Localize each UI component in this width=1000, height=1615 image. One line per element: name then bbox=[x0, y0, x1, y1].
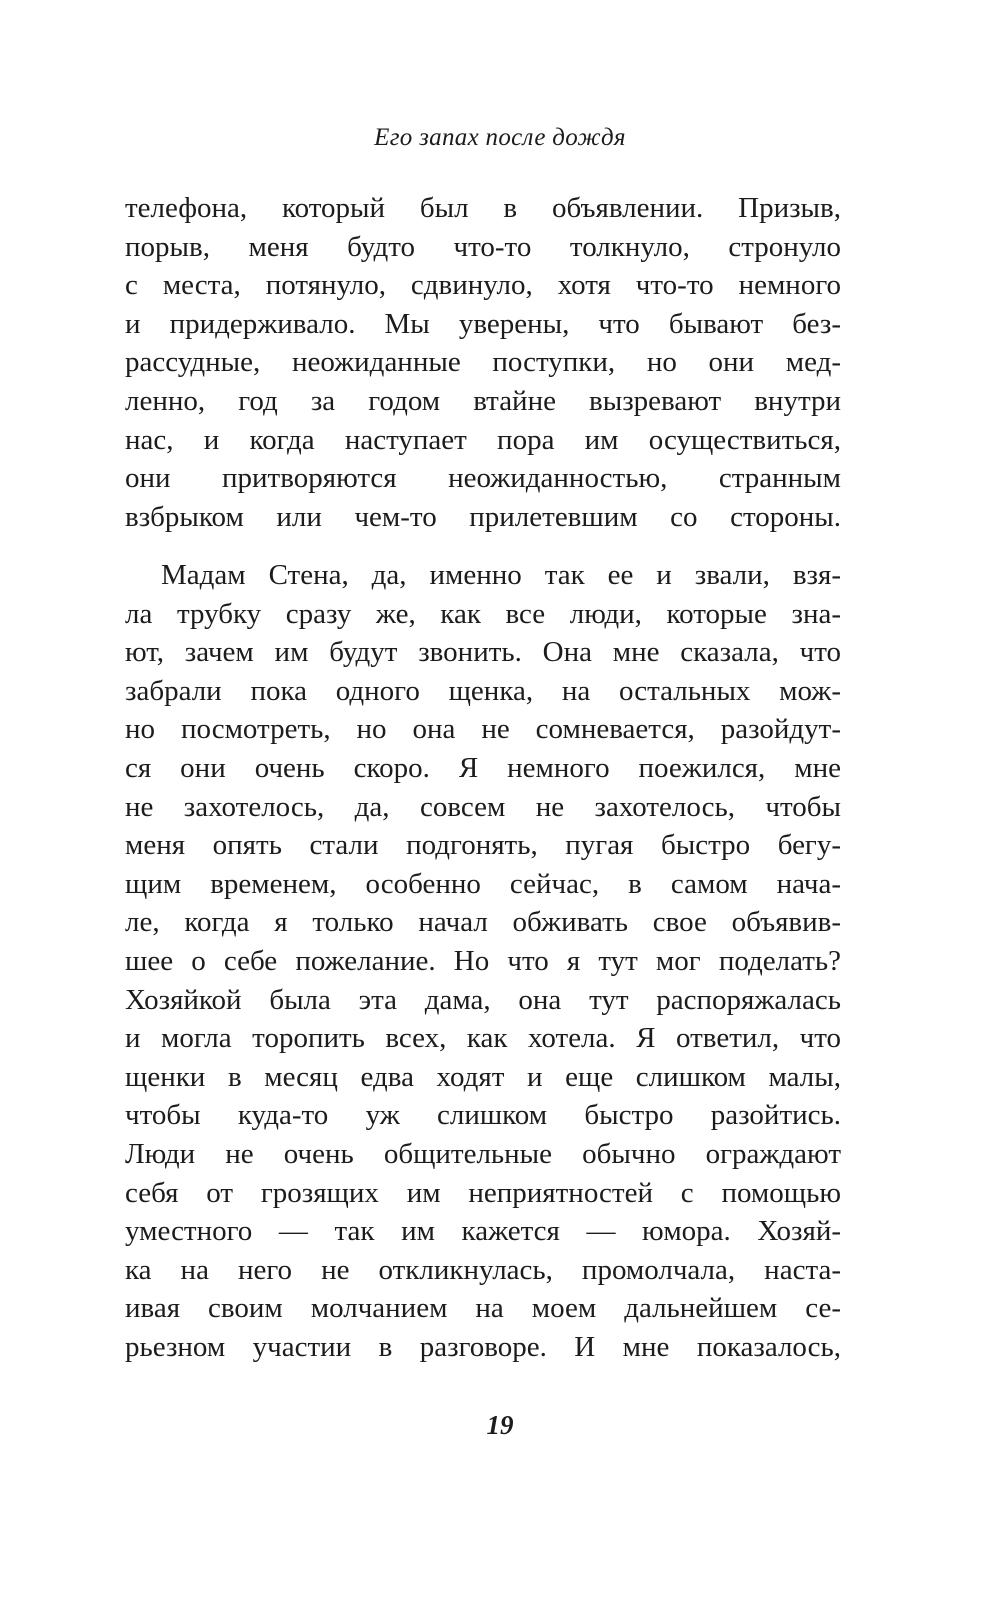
text-line: ивая своим молчанием на моем дальнейшем се- bbox=[125, 1292, 841, 1325]
text-line: Люди не очень общительные обычно ограждают bbox=[125, 1137, 841, 1170]
text-line: ка на него не откликнулась, промолчала, наста- bbox=[125, 1253, 841, 1286]
text-line: забрали пока одного щенка, на остальных мож- bbox=[125, 674, 841, 707]
text-line: рассудные, неожиданные поступки, но они мед- bbox=[125, 346, 841, 379]
text-line: нас, и когда наступает пора им осуществиться, bbox=[125, 423, 841, 456]
text-line: не захотелось, да, совсем не захотелось, чтобы bbox=[125, 790, 841, 823]
text-line: с места, потянуло, сдвинуло, хотя что-то немного bbox=[125, 269, 841, 302]
paragraph-1 bbox=[125, 189, 841, 536]
text-line: ле, когда я только начал обживать свое объявив- bbox=[125, 906, 841, 939]
text-line: щенки в месяц едва ходят и еще слишком малы, bbox=[125, 1060, 841, 1093]
text-line: Хозяйкой была эта дама, она тут распоряжалась bbox=[125, 983, 841, 1016]
text-line: себя от грозящих им неприятностей с помощью bbox=[125, 1176, 841, 1209]
text-line: и придерживало. Мы уверены, что бывают без- bbox=[125, 307, 841, 340]
text-line: ся они очень скоро. Я немного поежился, мне bbox=[125, 751, 841, 784]
text-line: порыв, меня будто что-то толкнуло, стронуло bbox=[125, 230, 841, 263]
text-line: щим временем, особенно сейчас, в самом нача- bbox=[125, 867, 841, 900]
text-line: но посмотреть, но она не сомневается, разойдут- bbox=[125, 713, 841, 746]
text-line: рьезном участии в разговоре. И мне показалось, bbox=[125, 1330, 841, 1363]
text-line: и могла торопить всех, как хотела. Я ответил, что bbox=[125, 1022, 841, 1055]
paragraph-2 bbox=[125, 556, 841, 1366]
text-line: ленно, год за годом втайне вызревают внутри bbox=[125, 384, 841, 417]
text-line: они притворяются неожиданностью, странным bbox=[125, 462, 841, 495]
text-line: взбрыком или чем-то прилетевшим со стороны. bbox=[125, 500, 841, 533]
text-line: уместного — так им кажется — юмора. Хозяй- bbox=[125, 1215, 841, 1248]
text-line: ют, зачем им будут звонить. Она мне сказала, что bbox=[125, 636, 841, 669]
text-line: Мадам Стена, да, именно так ее и звали, взя- bbox=[161, 559, 841, 591]
text-line: ла трубку сразу же, как все люди, которые зна- bbox=[125, 597, 841, 630]
text-line: телефона, который был в объявлении. Призыв, bbox=[125, 192, 841, 224]
text-line: чтобы куда-то уж слишком быстро разойтись. bbox=[125, 1099, 841, 1132]
page-number: 19 bbox=[486, 1410, 514, 1440]
running-title: Его запах после дождя bbox=[374, 124, 626, 151]
text-line: шее о себе пожелание. Но что я тут мог поделать? bbox=[125, 944, 841, 977]
text-line: меня опять стали подгонять, пугая быстро бегу- bbox=[125, 829, 841, 862]
